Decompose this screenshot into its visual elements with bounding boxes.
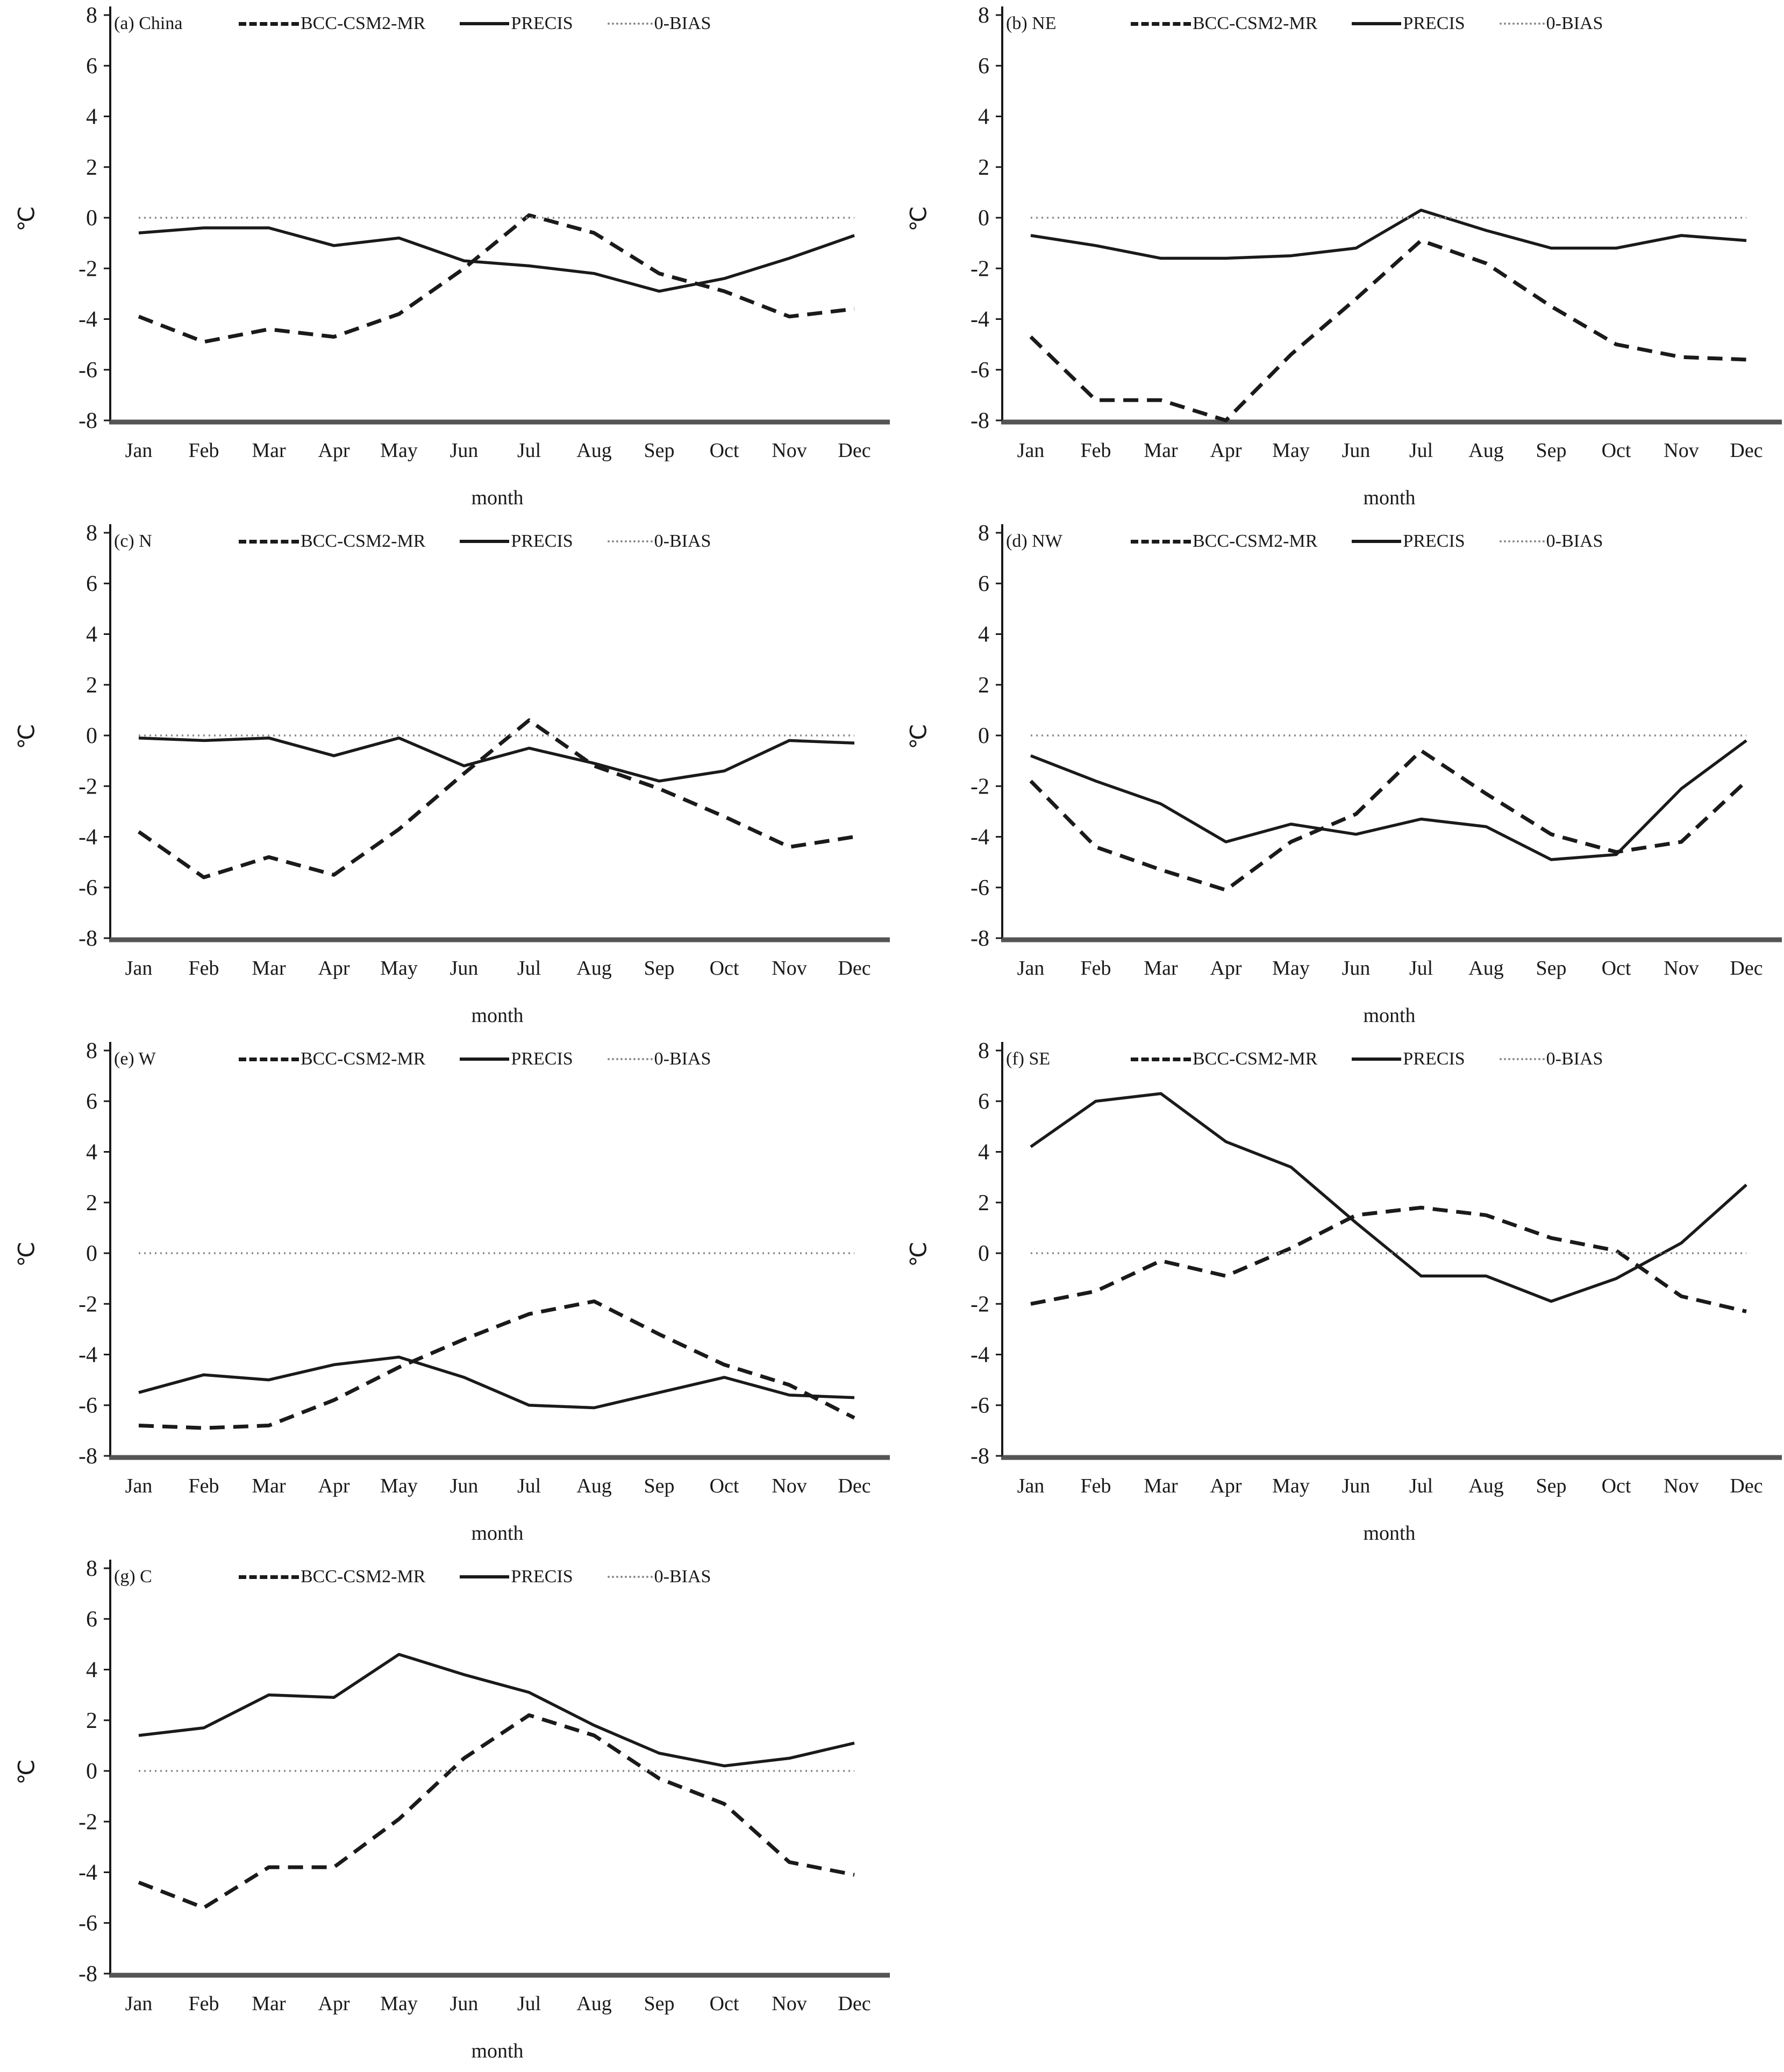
y-tick-label: 0: [978, 206, 989, 231]
panel-c-n: [0, 518, 892, 1035]
x-tick-label: Sep: [644, 1475, 675, 1497]
x-tick-label: Aug: [1468, 1475, 1504, 1497]
series-line-solid: [1031, 740, 1746, 860]
y-tick-label: -4: [971, 825, 989, 850]
x-tick-label: May: [380, 1475, 418, 1497]
series-line-dashed: [139, 215, 854, 342]
y-tick-label: -8: [79, 1962, 97, 1987]
x-tick-label: Oct: [709, 1992, 739, 2015]
series-line-solid: [139, 1357, 854, 1407]
y-tick-label: -4: [971, 307, 989, 332]
dotted-line-sample: [1500, 540, 1545, 542]
y-tick-label: 6: [86, 54, 97, 79]
legend-label: 0-BIAS: [654, 13, 711, 33]
panel-b-ne: [892, 0, 1784, 518]
dashed-line-sample: [1131, 540, 1191, 544]
legend-label: 0-BIAS: [654, 1567, 711, 1587]
series-line-dashed: [1031, 1208, 1746, 1311]
y-tick-label: -8: [971, 1444, 989, 1469]
series-line-dashed: [139, 1715, 854, 1907]
x-tick-label: Jul: [517, 1475, 541, 1497]
x-tick-label: Jun: [449, 1475, 479, 1497]
legend-label: BCC-CSM2-MR: [301, 1567, 426, 1587]
legend: [114, 9, 827, 39]
x-tick-label: Nov: [1664, 957, 1699, 980]
y-axis-title: ℃: [907, 724, 932, 749]
y-tick-label: -6: [79, 358, 97, 383]
x-tick-label: Feb: [1080, 439, 1111, 462]
y-tick-label: 0: [86, 724, 97, 748]
y-tick-label: 2: [86, 673, 97, 698]
y-tick-label: -8: [971, 926, 989, 951]
legend-item-precis: [460, 1049, 573, 1069]
x-tick-label: Sep: [1536, 957, 1567, 980]
legend: [1006, 9, 1719, 39]
x-tick-label: Sep: [1536, 1475, 1567, 1497]
x-tick-label: Nov: [1664, 1475, 1699, 1497]
legend-item-0-bias: [608, 13, 711, 34]
x-tick-label: Jan: [1017, 1475, 1045, 1497]
x-tick-label: Jan: [125, 1475, 153, 1497]
solid-line-sample: [460, 1575, 509, 1578]
x-tick-label: Jan: [125, 957, 153, 980]
legend-label: 0-BIAS: [1546, 531, 1603, 551]
bias-line-chart: [892, 0, 1784, 518]
x-tick-label: Mar: [252, 439, 286, 462]
dashed-line-sample: [1131, 22, 1191, 26]
dashed-line-sample: [1131, 1058, 1191, 1061]
x-tick-label: Feb: [188, 439, 219, 462]
y-tick-label: 8: [978, 3, 989, 28]
series-line-solid: [139, 228, 854, 291]
panel-f-se: [892, 1035, 1784, 1553]
y-tick-label: 0: [978, 1241, 989, 1266]
y-tick-label: -6: [971, 875, 989, 901]
panel-label: (c) N: [114, 531, 152, 551]
x-tick-label: Jun: [1341, 439, 1371, 462]
y-axis-title: ℃: [15, 1759, 40, 1785]
solid-line-sample: [460, 22, 509, 25]
y-axis-title: ℃: [15, 206, 40, 232]
y-tick-label: 2: [86, 1190, 97, 1216]
y-tick-label: -8: [79, 1444, 97, 1469]
x-tick-label: Apr: [1210, 1475, 1242, 1497]
x-tick-label: Sep: [644, 957, 675, 980]
y-tick-label: 4: [978, 622, 989, 647]
x-tick-label: Dec: [838, 439, 871, 462]
y-tick-label: 0: [978, 724, 989, 748]
y-tick-label: 8: [86, 1039, 97, 1063]
x-tick-label: Mar: [1144, 1475, 1178, 1497]
y-tick-label: 4: [978, 104, 989, 130]
y-axis-title: ℃: [15, 724, 40, 749]
legend-item-precis: [460, 1567, 573, 1587]
legend-label: PRECIS: [1403, 13, 1465, 33]
x-tick-label: Jul: [517, 1992, 541, 2015]
legend-label: 0-BIAS: [654, 1049, 711, 1069]
y-tick-label: -6: [79, 1911, 97, 1936]
y-tick-label: 2: [978, 1190, 989, 1216]
x-tick-label: Oct: [1601, 1475, 1631, 1497]
bias-line-chart: [892, 518, 1784, 1035]
x-tick-label: Feb: [188, 1475, 219, 1497]
y-tick-label: -8: [971, 409, 989, 433]
x-tick-label: Oct: [1601, 957, 1631, 980]
panel-label: (e) W: [114, 1049, 156, 1069]
legend-item-0-bias: [608, 1567, 711, 1587]
x-tick-label: Mar: [252, 1475, 286, 1497]
x-tick-label: Dec: [1730, 439, 1763, 462]
dashed-line-sample: [239, 1575, 299, 1579]
y-tick-label: -4: [971, 1342, 989, 1368]
y-tick-label: 6: [86, 1607, 97, 1632]
x-tick-label: Oct: [709, 439, 739, 462]
bias-line-chart: [0, 518, 892, 1035]
y-axis-title: ℃: [907, 1241, 932, 1267]
legend: [1006, 526, 1719, 556]
y-tick-label: -4: [79, 1342, 97, 1368]
x-tick-label: Oct: [1601, 439, 1631, 462]
x-tick-label: Mar: [252, 1992, 286, 2015]
x-tick-label: Jan: [1017, 957, 1045, 980]
y-tick-label: -8: [79, 926, 97, 951]
series-line-solid: [1031, 1094, 1746, 1301]
x-tick-label: May: [380, 1992, 418, 2015]
x-tick-label: Jul: [1409, 957, 1433, 980]
legend-label: PRECIS: [511, 1049, 573, 1069]
series-line-dashed: [139, 1302, 854, 1428]
y-tick-label: -6: [79, 875, 97, 901]
y-tick-label: 2: [978, 673, 989, 698]
legend-label: 0-BIAS: [1546, 1049, 1603, 1069]
x-tick-label: Dec: [838, 957, 871, 980]
y-tick-label: 8: [86, 1556, 97, 1581]
x-tick-label: Jan: [125, 439, 153, 462]
x-axis-title: month: [471, 487, 524, 509]
x-tick-label: Nov: [772, 439, 807, 462]
y-tick-label: -2: [79, 1810, 97, 1835]
legend-item-0-bias: [1500, 13, 1603, 34]
legend-label: BCC-CSM2-MR: [1193, 13, 1318, 33]
legend: [114, 1044, 827, 1074]
panel-label: (f) SE: [1006, 1049, 1051, 1069]
dotted-line-sample: [1500, 23, 1545, 25]
panel-e-w: [0, 1035, 892, 1553]
panel-label: (a) China: [114, 13, 183, 33]
legend-item-0-bias: [1500, 1049, 1603, 1069]
legend-item-bcc-csm2-mr: [239, 531, 425, 552]
legend-item-precis: [1352, 531, 1465, 552]
y-tick-label: 4: [86, 622, 97, 647]
x-tick-label: Apr: [1210, 439, 1242, 462]
solid-line-sample: [1352, 1058, 1401, 1061]
series-line-solid: [139, 738, 854, 781]
x-tick-label: Sep: [1536, 439, 1567, 462]
series-line-dashed: [1031, 751, 1746, 890]
y-tick-label: 6: [86, 571, 97, 597]
legend-item-bcc-csm2-mr: [1131, 1049, 1317, 1069]
legend-item-bcc-csm2-mr: [1131, 13, 1317, 34]
y-axis-title: ℃: [15, 1241, 40, 1267]
legend-item-0-bias: [608, 531, 711, 552]
x-axis-title: month: [471, 2040, 524, 2062]
x-axis-title: month: [471, 1004, 524, 1027]
x-tick-label: Mar: [1144, 957, 1178, 980]
solid-line-sample: [1352, 540, 1401, 543]
x-tick-label: Aug: [1468, 439, 1504, 462]
x-tick-label: Dec: [838, 1475, 871, 1497]
x-tick-label: Jun: [1341, 957, 1371, 980]
legend-label: BCC-CSM2-MR: [301, 1049, 426, 1069]
legend-item-precis: [1352, 1049, 1465, 1069]
x-axis-title: month: [1363, 1004, 1416, 1027]
y-tick-label: 6: [86, 1089, 97, 1114]
panel-a-china: [0, 0, 892, 518]
y-tick-label: 4: [86, 104, 97, 130]
series-line-dashed: [139, 720, 854, 877]
y-tick-label: 6: [978, 1089, 989, 1114]
legend-label: PRECIS: [511, 13, 573, 33]
x-tick-label: Jun: [1341, 1475, 1371, 1497]
y-tick-label: 4: [86, 1140, 97, 1165]
x-tick-label: May: [1272, 957, 1310, 980]
y-tick-label: 4: [978, 1140, 989, 1165]
x-tick-label: Jul: [1409, 439, 1433, 462]
legend-label: PRECIS: [511, 531, 573, 551]
dashed-line-sample: [239, 540, 299, 544]
x-tick-label: Jun: [449, 957, 479, 980]
legend-label: PRECIS: [511, 1567, 573, 1587]
dashed-line-sample: [239, 1058, 299, 1061]
legend-label: 0-BIAS: [1546, 13, 1603, 33]
y-tick-label: -2: [971, 1292, 989, 1317]
dotted-line-sample: [608, 23, 653, 25]
y-tick-label: 6: [978, 571, 989, 597]
y-tick-label: 6: [978, 54, 989, 79]
x-tick-label: Aug: [576, 957, 612, 980]
y-tick-label: 0: [86, 1759, 97, 1784]
legend-label: BCC-CSM2-MR: [301, 531, 426, 551]
y-tick-label: -2: [79, 774, 97, 799]
x-tick-label: Sep: [644, 1992, 675, 2015]
legend-item-bcc-csm2-mr: [239, 1049, 425, 1069]
y-tick-label: 8: [86, 3, 97, 28]
y-tick-label: -2: [79, 256, 97, 282]
y-tick-label: -2: [971, 256, 989, 282]
solid-line-sample: [460, 540, 509, 543]
panel-g-c: [0, 1553, 892, 2071]
legend-label: PRECIS: [1403, 531, 1465, 551]
y-tick-label: 2: [86, 155, 97, 180]
legend-item-bcc-csm2-mr: [239, 13, 425, 34]
x-axis-title: month: [471, 1522, 524, 1545]
x-tick-label: Sep: [644, 439, 675, 462]
x-tick-label: May: [1272, 1475, 1310, 1497]
x-tick-label: Mar: [252, 957, 286, 980]
legend-item-precis: [460, 13, 573, 34]
dashed-line-sample: [239, 22, 299, 26]
x-tick-label: Apr: [318, 1475, 350, 1497]
x-tick-label: Apr: [318, 957, 350, 980]
dotted-line-sample: [1500, 1058, 1545, 1060]
panel-label: (d) NW: [1006, 531, 1062, 551]
x-tick-label: Oct: [709, 957, 739, 980]
x-tick-label: Mar: [1144, 439, 1178, 462]
x-tick-label: Apr: [1210, 957, 1242, 980]
x-tick-label: May: [380, 957, 418, 980]
x-tick-label: Nov: [772, 1475, 807, 1497]
legend-item-precis: [1352, 13, 1465, 34]
y-tick-label: -4: [79, 1860, 97, 1885]
x-tick-label: Jul: [1409, 1475, 1433, 1497]
legend-item-bcc-csm2-mr: [239, 1567, 425, 1587]
dotted-line-sample: [608, 1576, 653, 1578]
legend-label: BCC-CSM2-MR: [1193, 1049, 1318, 1069]
x-tick-label: Jan: [1017, 439, 1045, 462]
x-tick-label: May: [1272, 439, 1310, 462]
x-tick-label: Dec: [838, 1992, 871, 2015]
y-tick-label: -8: [79, 409, 97, 433]
x-tick-label: Nov: [772, 957, 807, 980]
x-tick-label: Jan: [125, 1992, 153, 2015]
panel-label: (b) NE: [1006, 13, 1057, 33]
dotted-line-sample: [608, 1058, 653, 1060]
x-tick-label: Apr: [318, 1992, 350, 2015]
x-tick-label: Aug: [576, 1475, 612, 1497]
y-tick-label: -6: [971, 358, 989, 383]
solid-line-sample: [460, 1058, 509, 1061]
legend-item-0-bias: [608, 1049, 711, 1069]
x-tick-label: Nov: [772, 1992, 807, 2015]
y-tick-label: -6: [971, 1393, 989, 1418]
legend-label: BCC-CSM2-MR: [301, 13, 426, 33]
empty-cell: [892, 1553, 1784, 2071]
y-tick-label: 4: [86, 1657, 97, 1683]
y-tick-label: 0: [86, 206, 97, 231]
y-tick-label: -4: [79, 307, 97, 332]
legend-label: PRECIS: [1403, 1049, 1465, 1069]
legend-label: 0-BIAS: [654, 531, 711, 551]
y-tick-label: 2: [86, 1708, 97, 1733]
y-tick-label: -6: [79, 1393, 97, 1418]
x-tick-label: Apr: [318, 439, 350, 462]
y-tick-label: 2: [978, 155, 989, 180]
bias-line-chart: [0, 1553, 892, 2071]
legend-item-precis: [460, 531, 573, 552]
legend: [114, 526, 827, 556]
x-tick-label: Aug: [576, 439, 612, 462]
panel-label: (g) C: [114, 1567, 152, 1587]
bias-line-chart: [892, 1035, 1784, 1553]
series-line-solid: [139, 1654, 854, 1766]
x-tick-label: Nov: [1664, 439, 1699, 462]
legend-label: BCC-CSM2-MR: [1193, 531, 1318, 551]
y-tick-label: 8: [978, 1039, 989, 1063]
series-line-dashed: [1031, 240, 1746, 420]
x-axis-title: month: [1363, 487, 1416, 509]
x-tick-label: Aug: [576, 1992, 612, 2015]
x-tick-label: Feb: [188, 957, 219, 980]
bias-line-chart: [0, 1035, 892, 1553]
dotted-line-sample: [608, 540, 653, 542]
x-tick-label: Jul: [517, 957, 541, 980]
y-tick-label: -4: [79, 825, 97, 850]
legend: [1006, 1044, 1719, 1074]
y-axis-title: ℃: [907, 206, 932, 232]
y-tick-label: 0: [86, 1241, 97, 1266]
x-tick-label: Jul: [517, 439, 541, 462]
solid-line-sample: [1352, 22, 1401, 25]
x-tick-label: Feb: [1080, 957, 1111, 980]
x-tick-label: Jun: [449, 439, 479, 462]
legend-item-bcc-csm2-mr: [1131, 531, 1317, 552]
x-tick-label: May: [380, 439, 418, 462]
x-tick-label: Dec: [1730, 1475, 1763, 1497]
bias-line-chart: [0, 0, 892, 518]
x-tick-label: Jun: [449, 1992, 479, 2015]
legend: [114, 1562, 827, 1592]
y-tick-label: -2: [79, 1292, 97, 1317]
x-tick-label: Feb: [188, 1992, 219, 2015]
x-tick-label: Feb: [1080, 1475, 1111, 1497]
x-axis-title: month: [1363, 1522, 1416, 1545]
x-tick-label: Oct: [709, 1475, 739, 1497]
panel-d-nw: [892, 518, 1784, 1035]
y-tick-label: 8: [978, 521, 989, 546]
y-tick-label: -2: [971, 774, 989, 799]
legend-item-0-bias: [1500, 531, 1603, 552]
x-tick-label: Aug: [1468, 957, 1504, 980]
y-tick-label: 8: [86, 521, 97, 546]
x-tick-label: Dec: [1730, 957, 1763, 980]
